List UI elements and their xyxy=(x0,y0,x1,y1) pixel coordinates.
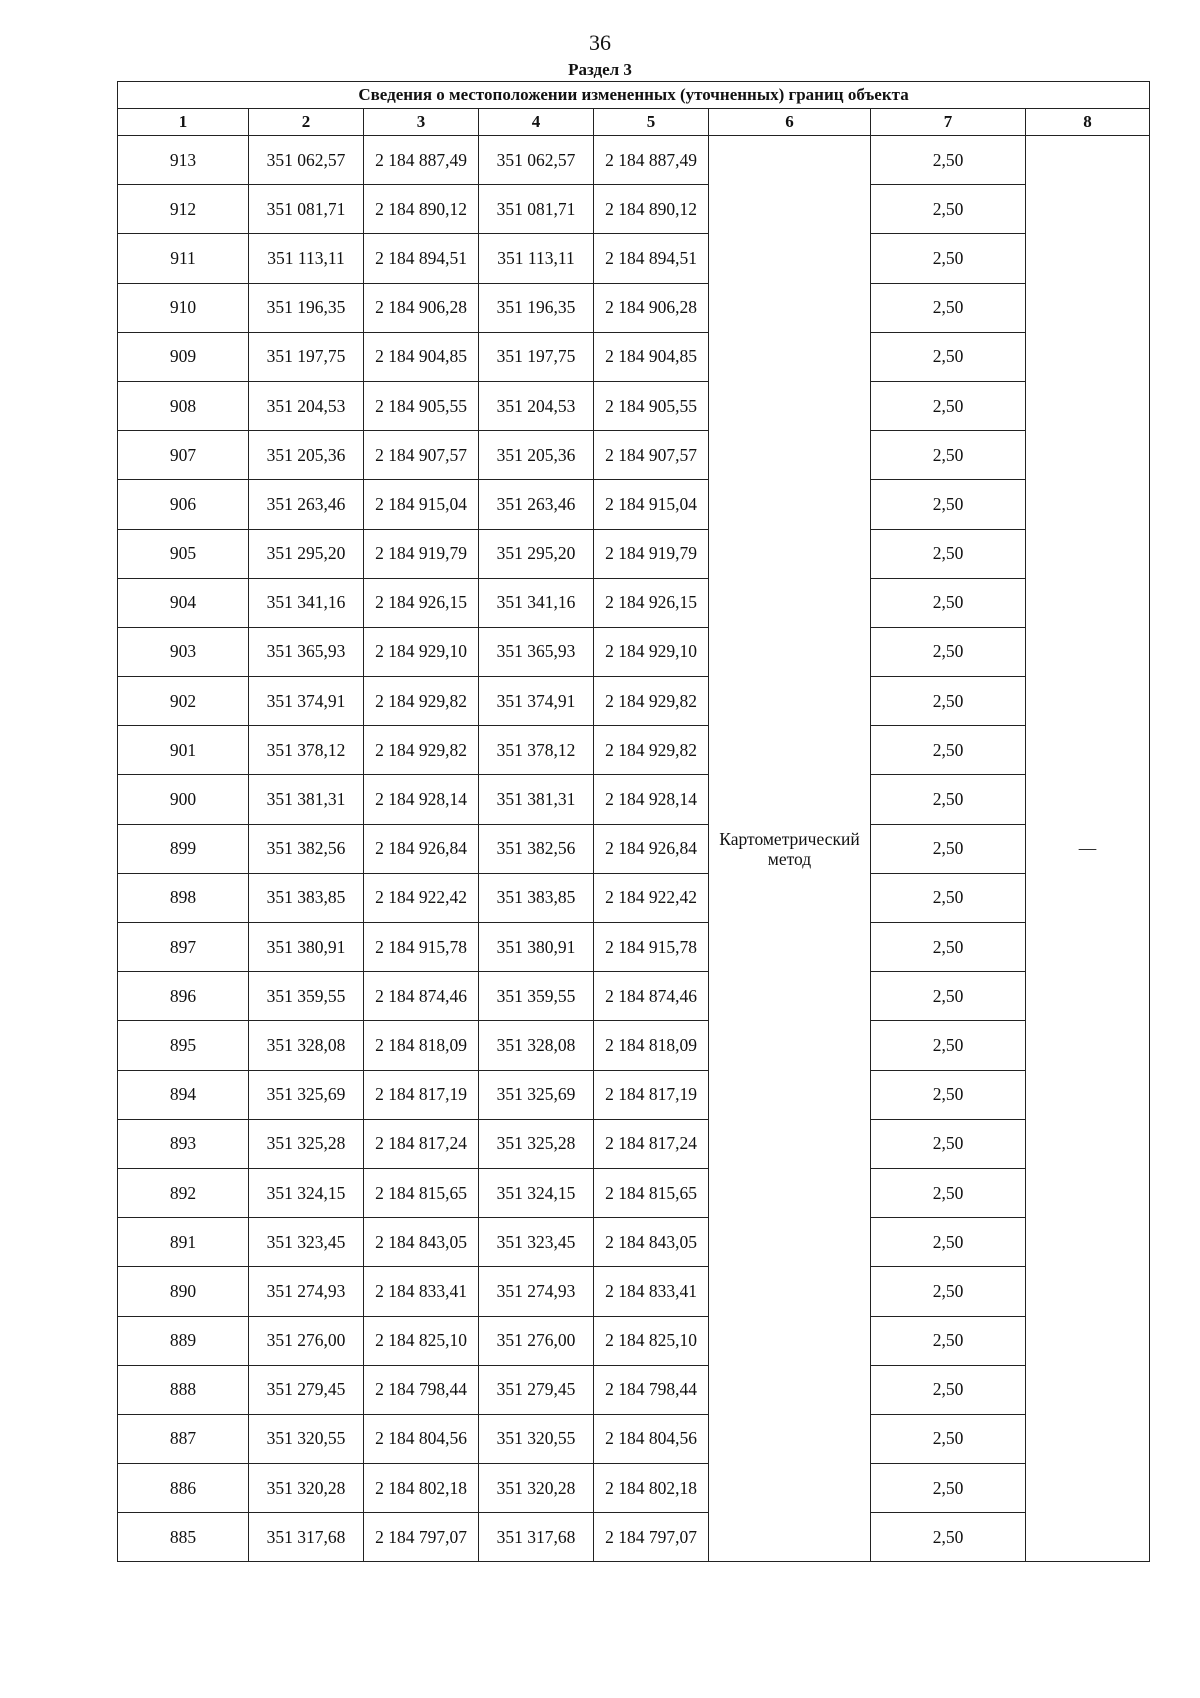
point-number-cell: 887 xyxy=(118,1414,249,1463)
table-row xyxy=(118,283,1150,332)
y-existing-cell: 2 184 926,84 xyxy=(364,824,479,873)
y-existing-cell: 2 184 929,10 xyxy=(364,627,479,676)
y-existing-cell: 2 184 907,57 xyxy=(364,431,479,480)
accuracy-cell: 2,50 xyxy=(871,677,1026,726)
method-cell: Картометрический метод xyxy=(709,136,871,1562)
x-new-cell: 351 113,11 xyxy=(479,234,594,283)
x-existing-cell: 351 323,45 xyxy=(249,1218,364,1267)
table-row xyxy=(118,136,1150,185)
point-number-cell: 912 xyxy=(118,185,249,234)
y-existing-cell: 2 184 833,41 xyxy=(364,1267,479,1316)
accuracy-cell: 2,50 xyxy=(871,1119,1026,1168)
table-row xyxy=(118,1168,1150,1217)
y-new-cell: 2 184 817,24 xyxy=(594,1119,709,1168)
y-existing-cell: 2 184 929,82 xyxy=(364,677,479,726)
point-number-cell: 893 xyxy=(118,1119,249,1168)
x-new-cell: 351 205,36 xyxy=(479,431,594,480)
x-new-cell: 351 341,16 xyxy=(479,578,594,627)
accuracy-cell: 2,50 xyxy=(871,873,1026,922)
point-number-cell: 892 xyxy=(118,1168,249,1217)
y-existing-cell: 2 184 818,09 xyxy=(364,1021,479,1070)
accuracy-cell: 2,50 xyxy=(871,1021,1026,1070)
accuracy-cell: 2,50 xyxy=(871,726,1026,775)
y-existing-cell: 2 184 825,10 xyxy=(364,1316,479,1365)
accuracy-cell: 2,50 xyxy=(871,578,1026,627)
x-new-cell: 351 263,46 xyxy=(479,480,594,529)
column-number: 3 xyxy=(364,109,479,136)
x-existing-cell: 351 196,35 xyxy=(249,283,364,332)
y-new-cell: 2 184 928,14 xyxy=(594,775,709,824)
x-existing-cell: 351 295,20 xyxy=(249,529,364,578)
x-existing-cell: 351 359,55 xyxy=(249,972,364,1021)
x-existing-cell: 351 374,91 xyxy=(249,677,364,726)
x-new-cell: 351 295,20 xyxy=(479,529,594,578)
column-number: 4 xyxy=(479,109,594,136)
page-number: 36 xyxy=(589,30,611,55)
y-new-cell: 2 184 919,79 xyxy=(594,529,709,578)
table-row xyxy=(118,185,1150,234)
table-row xyxy=(118,234,1150,283)
table-row xyxy=(118,726,1150,775)
point-number-cell: 905 xyxy=(118,529,249,578)
accuracy-cell: 2,50 xyxy=(871,972,1026,1021)
table-row xyxy=(118,873,1150,922)
point-number-cell: 897 xyxy=(118,923,249,972)
x-existing-cell: 351 197,75 xyxy=(249,332,364,381)
y-existing-cell: 2 184 890,12 xyxy=(364,185,479,234)
point-number-cell: 900 xyxy=(118,775,249,824)
y-existing-cell: 2 184 904,85 xyxy=(364,332,479,381)
y-new-cell: 2 184 818,09 xyxy=(594,1021,709,1070)
x-existing-cell: 351 279,45 xyxy=(249,1365,364,1414)
y-new-cell: 2 184 929,82 xyxy=(594,726,709,775)
y-existing-cell: 2 184 915,04 xyxy=(364,480,479,529)
x-new-cell: 351 274,93 xyxy=(479,1267,594,1316)
table-row xyxy=(118,1218,1150,1267)
y-existing-cell: 2 184 922,42 xyxy=(364,873,479,922)
column-number: 5 xyxy=(594,109,709,136)
y-new-cell: 2 184 915,04 xyxy=(594,480,709,529)
point-number-cell: 889 xyxy=(118,1316,249,1365)
accuracy-cell: 2,50 xyxy=(871,775,1026,824)
point-number-cell: 899 xyxy=(118,824,249,873)
point-number-cell: 908 xyxy=(118,381,249,430)
x-new-cell: 351 380,91 xyxy=(479,923,594,972)
y-new-cell: 2 184 802,18 xyxy=(594,1464,709,1513)
x-new-cell: 351 320,55 xyxy=(479,1414,594,1463)
y-new-cell: 2 184 904,85 xyxy=(594,332,709,381)
table-row xyxy=(118,1464,1150,1513)
accuracy-cell: 2,50 xyxy=(871,627,1026,676)
x-new-cell: 351 378,12 xyxy=(479,726,594,775)
x-new-cell: 351 325,69 xyxy=(479,1070,594,1119)
y-new-cell: 2 184 907,57 xyxy=(594,431,709,480)
table-row xyxy=(118,677,1150,726)
y-existing-cell: 2 184 929,82 xyxy=(364,726,479,775)
point-number-cell: 903 xyxy=(118,627,249,676)
x-existing-cell: 351 113,11 xyxy=(249,234,364,283)
accuracy-cell: 2,50 xyxy=(871,1070,1026,1119)
x-new-cell: 351 204,53 xyxy=(479,381,594,430)
table-row xyxy=(118,1513,1150,1562)
x-new-cell: 351 276,00 xyxy=(479,1316,594,1365)
x-new-cell: 351 062,57 xyxy=(479,136,594,185)
point-number-cell: 913 xyxy=(118,136,249,185)
x-new-cell: 351 328,08 xyxy=(479,1021,594,1070)
accuracy-cell: 2,50 xyxy=(871,283,1026,332)
table-row xyxy=(118,381,1150,430)
point-number-cell: 890 xyxy=(118,1267,249,1316)
x-existing-cell: 351 380,91 xyxy=(249,923,364,972)
column8-cell: — xyxy=(1026,136,1150,1562)
y-existing-cell: 2 184 874,46 xyxy=(364,972,479,1021)
y-existing-cell: 2 184 894,51 xyxy=(364,234,479,283)
x-new-cell: 351 323,45 xyxy=(479,1218,594,1267)
point-number-cell: 894 xyxy=(118,1070,249,1119)
point-number-cell: 902 xyxy=(118,677,249,726)
table-row xyxy=(118,923,1150,972)
accuracy-cell: 2,50 xyxy=(871,431,1026,480)
table-row xyxy=(118,332,1150,381)
accuracy-cell: 2,50 xyxy=(871,824,1026,873)
x-existing-cell: 351 324,15 xyxy=(249,1168,364,1217)
accuracy-cell: 2,50 xyxy=(871,1267,1026,1316)
point-number-cell: 885 xyxy=(118,1513,249,1562)
x-new-cell: 351 374,91 xyxy=(479,677,594,726)
y-new-cell: 2 184 922,42 xyxy=(594,873,709,922)
y-existing-cell: 2 184 887,49 xyxy=(364,136,479,185)
x-new-cell: 351 382,56 xyxy=(479,824,594,873)
accuracy-cell: 2,50 xyxy=(871,1365,1026,1414)
y-existing-cell: 2 184 817,19 xyxy=(364,1070,479,1119)
x-existing-cell: 351 320,28 xyxy=(249,1464,364,1513)
y-new-cell: 2 184 926,84 xyxy=(594,824,709,873)
y-existing-cell: 2 184 926,15 xyxy=(364,578,479,627)
x-new-cell: 351 383,85 xyxy=(479,873,594,922)
y-new-cell: 2 184 804,56 xyxy=(594,1414,709,1463)
column-number: 2 xyxy=(249,109,364,136)
x-existing-cell: 351 320,55 xyxy=(249,1414,364,1463)
x-existing-cell: 351 204,53 xyxy=(249,381,364,430)
y-existing-cell: 2 184 802,18 xyxy=(364,1464,479,1513)
y-existing-cell: 2 184 905,55 xyxy=(364,381,479,430)
y-new-cell: 2 184 905,55 xyxy=(594,381,709,430)
y-new-cell: 2 184 890,12 xyxy=(594,185,709,234)
x-new-cell: 351 196,35 xyxy=(479,283,594,332)
x-existing-cell: 351 263,46 xyxy=(249,480,364,529)
x-new-cell: 351 381,31 xyxy=(479,775,594,824)
y-existing-cell: 2 184 798,44 xyxy=(364,1365,479,1414)
y-existing-cell: 2 184 797,07 xyxy=(364,1513,479,1562)
table-row xyxy=(118,431,1150,480)
table-row xyxy=(118,578,1150,627)
y-existing-cell: 2 184 843,05 xyxy=(364,1218,479,1267)
table-row xyxy=(118,1267,1150,1316)
table-row xyxy=(118,529,1150,578)
section-title: Раздел 3 xyxy=(568,60,632,79)
table-row xyxy=(118,972,1150,1021)
table-row xyxy=(118,824,1150,873)
point-number-cell: 888 xyxy=(118,1365,249,1414)
x-existing-cell: 351 325,28 xyxy=(249,1119,364,1168)
x-new-cell: 351 317,68 xyxy=(479,1513,594,1562)
y-new-cell: 2 184 929,82 xyxy=(594,677,709,726)
accuracy-cell: 2,50 xyxy=(871,1414,1026,1463)
accuracy-cell: 2,50 xyxy=(871,185,1026,234)
y-new-cell: 2 184 843,05 xyxy=(594,1218,709,1267)
table-row xyxy=(118,1414,1150,1463)
column-number-row xyxy=(118,109,1150,136)
table-caption: Сведения о местоположении измененных (уточненных) границ объекта xyxy=(118,82,1150,109)
column-number: 6 xyxy=(709,109,871,136)
accuracy-cell: 2,50 xyxy=(871,1316,1026,1365)
point-number-cell: 910 xyxy=(118,283,249,332)
point-number-cell: 911 xyxy=(118,234,249,283)
x-existing-cell: 351 365,93 xyxy=(249,627,364,676)
x-existing-cell: 351 328,08 xyxy=(249,1021,364,1070)
table-row xyxy=(118,1021,1150,1070)
x-existing-cell: 351 081,71 xyxy=(249,185,364,234)
y-existing-cell: 2 184 804,56 xyxy=(364,1414,479,1463)
x-existing-cell: 351 274,93 xyxy=(249,1267,364,1316)
y-existing-cell: 2 184 928,14 xyxy=(364,775,479,824)
point-number-cell: 904 xyxy=(118,578,249,627)
accuracy-cell: 2,50 xyxy=(871,923,1026,972)
point-number-cell: 896 xyxy=(118,972,249,1021)
column-number: 7 xyxy=(871,109,1026,136)
table-row xyxy=(118,1070,1150,1119)
point-number-cell: 909 xyxy=(118,332,249,381)
accuracy-cell: 2,50 xyxy=(871,234,1026,283)
accuracy-cell: 2,50 xyxy=(871,1218,1026,1267)
y-new-cell: 2 184 874,46 xyxy=(594,972,709,1021)
y-new-cell: 2 184 887,49 xyxy=(594,136,709,185)
table-row xyxy=(118,627,1150,676)
accuracy-cell: 2,50 xyxy=(871,529,1026,578)
table-row xyxy=(118,480,1150,529)
accuracy-cell: 2,50 xyxy=(871,332,1026,381)
table-row xyxy=(118,775,1150,824)
x-existing-cell: 351 276,00 xyxy=(249,1316,364,1365)
point-number-cell: 906 xyxy=(118,480,249,529)
x-new-cell: 351 197,75 xyxy=(479,332,594,381)
accuracy-cell: 2,50 xyxy=(871,381,1026,430)
y-existing-cell: 2 184 815,65 xyxy=(364,1168,479,1217)
x-existing-cell: 351 381,31 xyxy=(249,775,364,824)
point-number-cell: 895 xyxy=(118,1021,249,1070)
y-new-cell: 2 184 833,41 xyxy=(594,1267,709,1316)
x-existing-cell: 351 341,16 xyxy=(249,578,364,627)
accuracy-cell: 2,50 xyxy=(871,1168,1026,1217)
x-existing-cell: 351 378,12 xyxy=(249,726,364,775)
y-new-cell: 2 184 817,19 xyxy=(594,1070,709,1119)
y-existing-cell: 2 184 817,24 xyxy=(364,1119,479,1168)
x-new-cell: 351 359,55 xyxy=(479,972,594,1021)
accuracy-cell: 2,50 xyxy=(871,1464,1026,1513)
x-existing-cell: 351 205,36 xyxy=(249,431,364,480)
x-existing-cell: 351 317,68 xyxy=(249,1513,364,1562)
x-new-cell: 351 081,71 xyxy=(479,185,594,234)
point-number-cell: 891 xyxy=(118,1218,249,1267)
y-existing-cell: 2 184 906,28 xyxy=(364,283,479,332)
point-number-cell: 898 xyxy=(118,873,249,922)
table-row xyxy=(118,1316,1150,1365)
column-number: 8 xyxy=(1026,109,1150,136)
accuracy-cell: 2,50 xyxy=(871,1513,1026,1562)
table-row xyxy=(118,1119,1150,1168)
column-number: 1 xyxy=(118,109,249,136)
y-existing-cell: 2 184 915,78 xyxy=(364,923,479,972)
x-existing-cell: 351 382,56 xyxy=(249,824,364,873)
point-number-cell: 886 xyxy=(118,1464,249,1513)
accuracy-cell: 2,50 xyxy=(871,480,1026,529)
x-new-cell: 351 324,15 xyxy=(479,1168,594,1217)
y-new-cell: 2 184 894,51 xyxy=(594,234,709,283)
x-new-cell: 351 320,28 xyxy=(479,1464,594,1513)
boundary-coordinates-table xyxy=(117,81,1150,1562)
y-new-cell: 2 184 906,28 xyxy=(594,283,709,332)
y-new-cell: 2 184 815,65 xyxy=(594,1168,709,1217)
table-row xyxy=(118,1365,1150,1414)
y-new-cell: 2 184 929,10 xyxy=(594,627,709,676)
y-new-cell: 2 184 926,15 xyxy=(594,578,709,627)
point-number-cell: 907 xyxy=(118,431,249,480)
y-new-cell: 2 184 915,78 xyxy=(594,923,709,972)
x-existing-cell: 351 062,57 xyxy=(249,136,364,185)
y-existing-cell: 2 184 919,79 xyxy=(364,529,479,578)
accuracy-cell: 2,50 xyxy=(871,136,1026,185)
x-existing-cell: 351 383,85 xyxy=(249,873,364,922)
y-new-cell: 2 184 825,10 xyxy=(594,1316,709,1365)
x-new-cell: 351 325,28 xyxy=(479,1119,594,1168)
x-new-cell: 351 279,45 xyxy=(479,1365,594,1414)
y-new-cell: 2 184 798,44 xyxy=(594,1365,709,1414)
x-existing-cell: 351 325,69 xyxy=(249,1070,364,1119)
y-new-cell: 2 184 797,07 xyxy=(594,1513,709,1562)
x-new-cell: 351 365,93 xyxy=(479,627,594,676)
point-number-cell: 901 xyxy=(118,726,249,775)
